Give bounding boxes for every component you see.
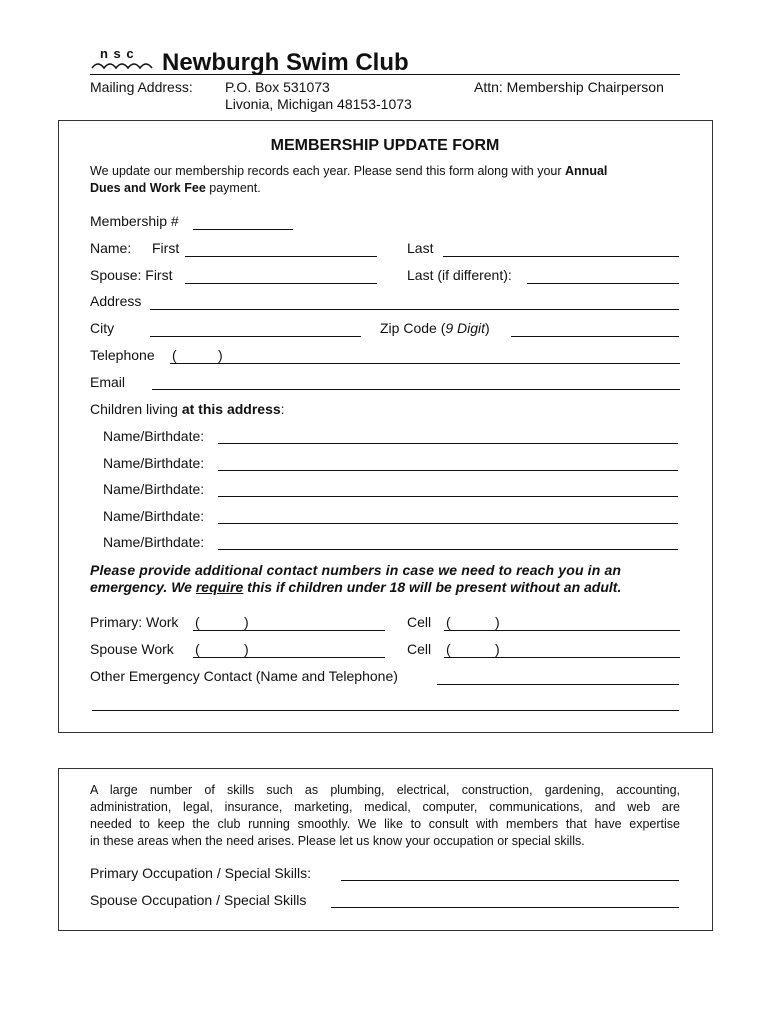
primary-cell-paren-open: ( xyxy=(446,614,451,630)
children-label-text: Children living xyxy=(90,401,182,417)
spouse-work-label: Spouse Work xyxy=(90,641,174,657)
name-label: Name: xyxy=(90,240,132,256)
first-label: First xyxy=(152,240,180,256)
club-name: Newburgh Swim Club xyxy=(162,49,409,76)
child-field-3[interactable] xyxy=(218,496,678,497)
spouse-work-paren-close: ) xyxy=(244,641,249,657)
spouse-first-field[interactable] xyxy=(185,283,377,284)
email-label: Email xyxy=(90,374,126,390)
city-label: City xyxy=(90,320,115,336)
mailing-label: Mailing Address: xyxy=(90,79,193,95)
child-label-4: Name/Birthdate: xyxy=(103,508,205,524)
other-contact-label: Other Emergency Contact (Name and Telephone) xyxy=(90,668,398,684)
emergency-note-line-1: Please provide additional contact numbers in case we need to reach you in an xyxy=(90,562,622,578)
telephone-field[interactable] xyxy=(170,363,680,364)
skills-line-1: A large number of skills such as plumbing, electrical, construction, gardening, accounting, xyxy=(90,783,680,797)
primary-cell-field[interactable] xyxy=(444,630,680,631)
last-label: Last xyxy=(407,240,434,256)
first-name-field[interactable] xyxy=(185,256,377,257)
header-rule xyxy=(90,74,680,75)
skills-line-2: administration, legal, insurance, marketing, medical, computer, communications, and web are xyxy=(90,800,680,814)
primary-work-label: Primary: Work xyxy=(90,614,179,630)
spouse-cell-paren-close: ) xyxy=(495,641,500,657)
attn-text: Attn: Membership Chairperson xyxy=(474,79,664,95)
spouse-label: Spouse: First xyxy=(90,267,173,283)
child-label-5: Name/Birthdate: xyxy=(103,534,205,550)
telephone-label: Telephone xyxy=(90,347,155,363)
primary-skills-label: Primary Occupation / Special Skills: xyxy=(90,865,311,881)
membership-field[interactable] xyxy=(193,229,293,230)
emergency-note-line-2 xyxy=(90,579,621,595)
club-logo xyxy=(90,46,158,72)
email-field[interactable] xyxy=(152,389,680,390)
skills-paragraph xyxy=(90,782,680,850)
spouse-cell-label: Cell xyxy=(407,641,432,657)
emergency-line-2a: emergency. We xyxy=(90,579,196,595)
child-label-2: Name/Birthdate: xyxy=(103,455,205,471)
zip-label xyxy=(380,320,490,336)
zip-field[interactable] xyxy=(511,336,679,337)
intro-bold-2: Dues and Work Fee xyxy=(90,181,206,195)
last-name-field[interactable] xyxy=(443,256,679,257)
primary-work-paren-open: ( xyxy=(195,614,200,630)
intro-part-2: payment. xyxy=(205,181,261,195)
primary-work-paren-close: ) xyxy=(244,614,249,630)
skills-line-3: needed to keep the club running smoothly. We like to consult with members that have expertise xyxy=(90,817,680,831)
skills-line-4: in these areas when the need arises. Please let us know your occupation or special skills. xyxy=(90,834,585,848)
form-title: MEMBERSHIP UPDATE FORM xyxy=(270,137,500,154)
intro-bold-1: Annual xyxy=(565,164,608,178)
address-line-2: Livonia, Michigan 48153-1073 xyxy=(225,96,412,112)
spouse-cell-paren-open: ( xyxy=(446,641,451,657)
child-field-4[interactable] xyxy=(218,523,678,524)
child-field-2[interactable] xyxy=(218,470,678,471)
city-field[interactable] xyxy=(150,336,361,337)
zip-italic: 9 Digit xyxy=(445,320,486,336)
primary-cell-label: Cell xyxy=(407,614,432,630)
other-contact-field-2[interactable] xyxy=(92,710,679,711)
spouse-last-field[interactable] xyxy=(527,283,679,284)
children-bold: at this address xyxy=(181,401,281,417)
spouse-cell-field[interactable] xyxy=(444,657,680,658)
logo-text: n s c xyxy=(100,46,135,61)
spouse-skills-label: Spouse Occupation / Special Skills xyxy=(90,892,307,908)
address-field[interactable] xyxy=(150,309,679,310)
children-colon: : xyxy=(280,401,285,417)
other-contact-field[interactable] xyxy=(437,684,679,685)
address-label: Address xyxy=(90,293,142,309)
last-different-label: Last (if different): xyxy=(407,267,512,283)
primary-skills-field[interactable] xyxy=(341,880,679,881)
primary-cell-paren-close: ) xyxy=(495,614,500,630)
primary-work-field[interactable] xyxy=(193,630,385,631)
intro-text xyxy=(90,163,680,197)
child-field-5[interactable] xyxy=(218,549,678,550)
spouse-skills-field[interactable] xyxy=(331,907,679,908)
child-label-1: Name/Birthdate: xyxy=(103,428,205,444)
wave-icon xyxy=(90,58,158,72)
membership-label: Membership # xyxy=(90,213,179,229)
address-line-1: P.O. Box 531073 xyxy=(225,79,330,95)
child-label-3: Name/Birthdate: xyxy=(103,481,205,497)
emergency-require: require xyxy=(195,579,244,595)
intro-part-1: We update our membership records each year. Please send this form along with your xyxy=(90,164,566,178)
emergency-line-2b: this if children under 18 will be present without an adult. xyxy=(243,579,622,595)
spouse-work-field[interactable] xyxy=(193,657,385,658)
spouse-work-paren-open: ( xyxy=(195,641,200,657)
zip-close: ) xyxy=(485,320,490,336)
children-label xyxy=(90,401,285,417)
telephone-paren-open: ( xyxy=(172,347,177,363)
telephone-paren-close: ) xyxy=(218,347,223,363)
zip-label-text: Zip Code ( xyxy=(380,320,446,336)
child-field-1[interactable] xyxy=(218,443,678,444)
